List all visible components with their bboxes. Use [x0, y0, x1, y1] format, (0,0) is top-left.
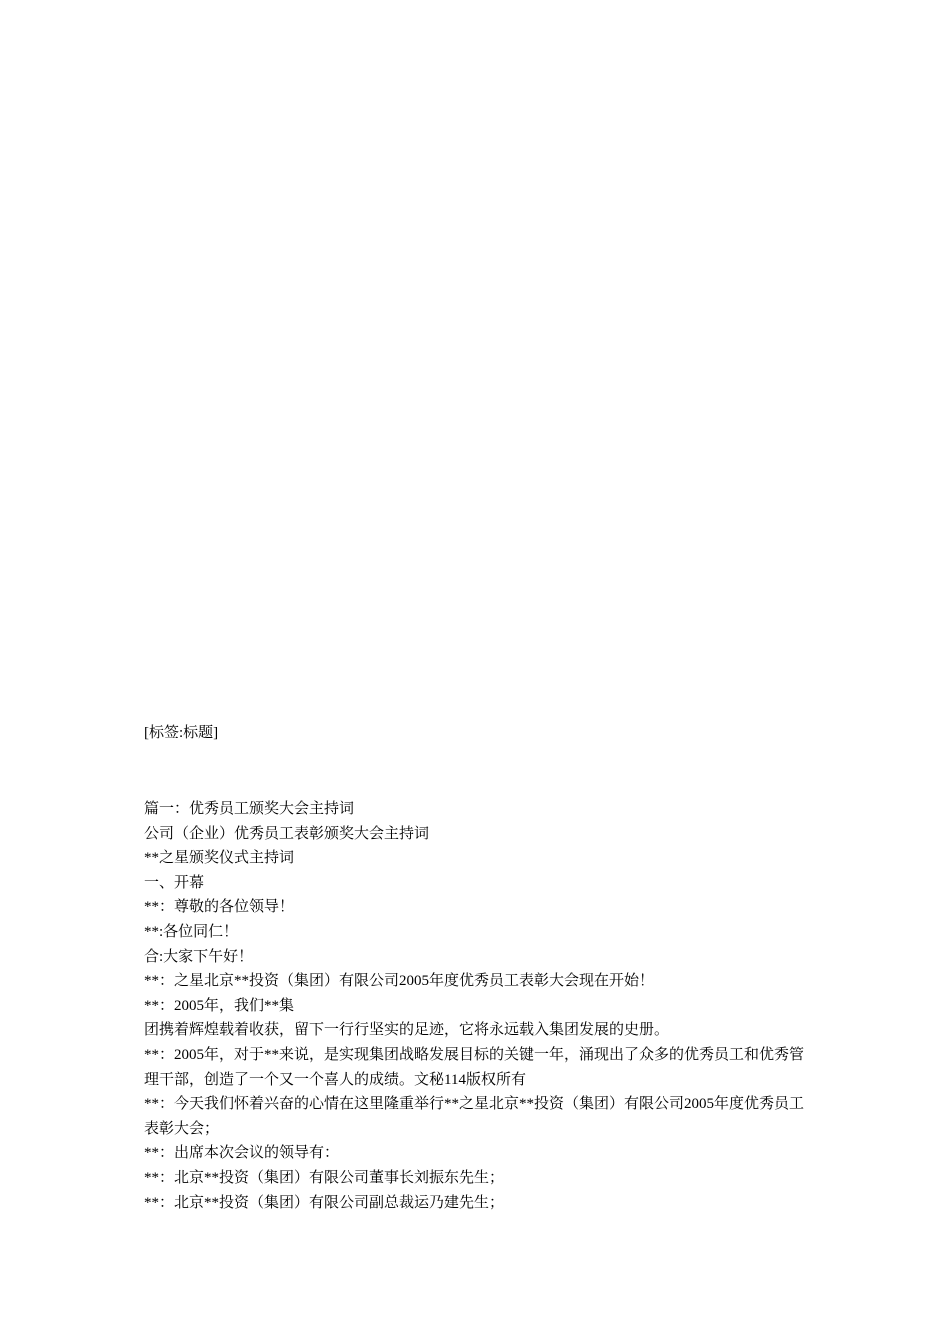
text-line: 合:大家下午好！	[144, 948, 254, 965]
text-line: **：北京**投资（集团）有限公司副总裁运乃建先生；	[144, 1194, 505, 1211]
text-line: **：尊敬的各位领导！	[144, 899, 295, 916]
text-paragraph: **：2005年，对于**来说，是实现集团战略发展目标的关键一年，涌现出了众多的优秀员工和优秀管理干部，创造了一个又一个喜人的成绩。文秘114版权所有	[144, 1046, 805, 1088]
text-paragraph: **：今天我们怀着兴奋的心情在这里隆重举行**之星北京**投资（集团）有限公司2005年度优秀员工表彰大会；	[144, 1096, 805, 1137]
section-title: 篇一：优秀员工颁奖大会主持词	[144, 801, 355, 817]
document-body	[144, 797, 810, 1215]
subtitle-line: **之星颁奖仪式主持词	[144, 850, 295, 867]
subtitle-line: 公司（企业）优秀员工表彰颁奖大会主持词	[144, 825, 430, 842]
text-line: **：北京**投资（集团）有限公司董事长刘振东先生；	[144, 1169, 505, 1186]
text-line: **：之星北京**投资（集团）有限公司2005年度优秀员工表彰大会现在开始！	[144, 973, 655, 990]
tag-label: [标签:标题]	[144, 725, 219, 741]
section-heading: 一、开幕	[144, 874, 205, 891]
text-line: 团携着辉煌载着收获，留下一行行坚实的足迹，它将永远载入集团发展的史册。	[144, 1022, 670, 1039]
text-line: **:各位同仁！	[144, 923, 239, 940]
text-line: **：2005年，我们**集	[144, 997, 295, 1014]
text-line: **：出席本次会议的领导有：	[144, 1145, 340, 1162]
